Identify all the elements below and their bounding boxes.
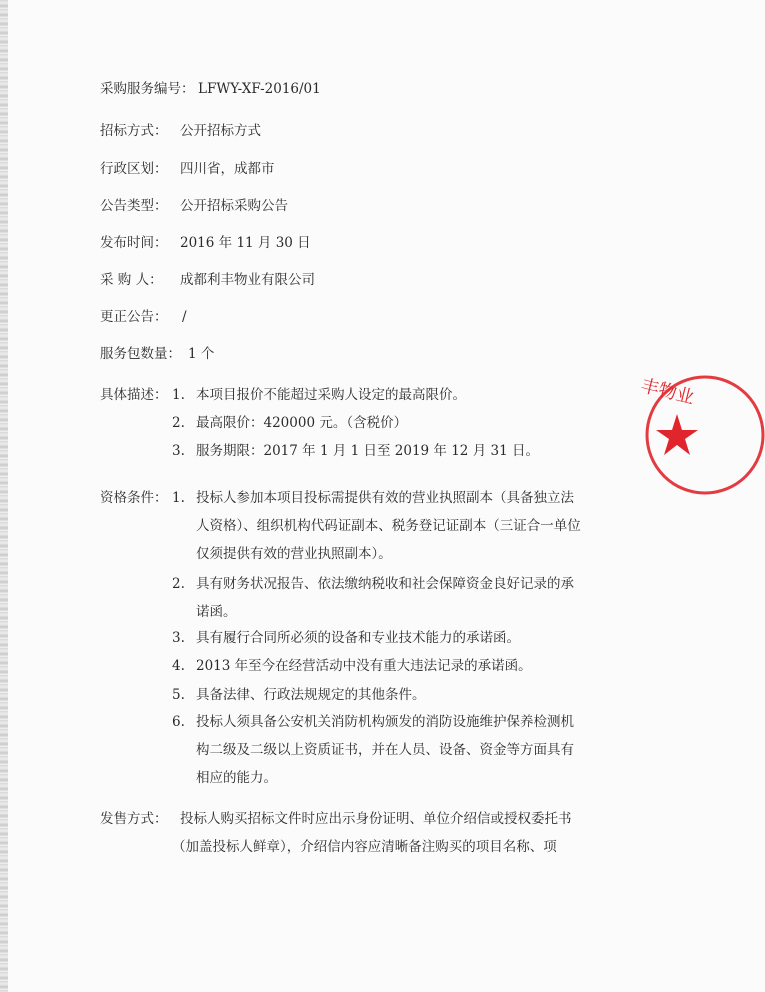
qualification-item-6-num: 6. [172, 714, 185, 730]
qualification-item-2-line-2 [196, 603, 616, 621]
binding-edge [0, 0, 8, 992]
publish-time-value: 2016 年 11 月 30 日 [180, 235, 311, 251]
sale-method-text-2: （加盖投标人鲜章），介绍信内容应清晰备注购买的项目名称、项 [172, 839, 557, 855]
package-count-label: 服务包数量： [100, 346, 181, 362]
qualification-item-2-num: 2. [172, 576, 185, 592]
notice-type-field [100, 197, 340, 215]
qualification-item-1-text-1: 投标人参加本项目投标需提供有效的营业执照副本（具备独立法 [196, 490, 574, 506]
description-item-1-num: 1. [172, 387, 185, 403]
qualification-item-2-text-1: 具有财务状况报告、依法缴纳税收和社会保障资金良好记录的承 [196, 576, 574, 592]
notice-type-value: 公开招标采购公告 [180, 198, 288, 214]
qualification-item-6-text-3: 相应的能力。 [196, 770, 277, 786]
qualification-item-6-text-1: 投标人须具备公安机关消防机构颁发的消防设施维护保养检测机 [196, 714, 574, 730]
package-count-field [100, 345, 300, 363]
description-item-3 [100, 442, 620, 460]
qualification-item-3 [100, 629, 620, 647]
procurement-no-label: 采购服务编号： [100, 81, 195, 97]
description-item-1 [100, 386, 620, 404]
correction-label: 更正公告： [100, 309, 168, 325]
qualification-item-4-text: 2013 年至今在经营活动中没有重大违法记录的承诺函。 [196, 658, 532, 674]
procurement-no-field [100, 80, 340, 98]
qualification-item-3-num: 3. [172, 630, 185, 646]
qualification-item-5-text: 具备法律、行政法规规定的其他条件。 [196, 687, 426, 703]
tender-method-label: 招标方式： [100, 123, 168, 139]
package-count-value: 1 个 [188, 346, 215, 362]
qualification-item-1-line-2 [196, 517, 616, 535]
qualification-item-6-text-2: 构二级及二级以上资质证书，并在人员、设备、资金等方面具有 [196, 742, 574, 758]
description-item-3-num: 3. [172, 443, 185, 459]
description-item-1-text: 本项目报价不能超过采购人设定的最高限价。 [196, 387, 466, 403]
sale-method-line-2 [172, 838, 612, 856]
qualification-item-2-text-2: 诺函。 [196, 604, 237, 620]
purchaser-field [100, 271, 360, 289]
procurement-no-value: LFWY-XF-2016/01 [198, 81, 321, 97]
qualification-item-3-text: 具有履行合同所必须的设备和专业技术能力的承诺函。 [196, 630, 520, 646]
qualification-item-6-line-1 [100, 713, 620, 731]
correction-field [100, 308, 300, 326]
qualification-item-6-line-3 [196, 769, 616, 787]
publish-time-label: 发布时间： [100, 235, 168, 251]
publish-time-field [100, 234, 340, 252]
tender-method-value: 公开招标方式 [180, 123, 261, 139]
qualification-item-4 [100, 657, 620, 675]
qualification-item-5-num: 5. [172, 687, 185, 703]
region-value: 四川省，成都市 [180, 161, 275, 177]
tender-method-field [100, 122, 340, 140]
purchaser-value: 成都利丰物业有限公司 [180, 272, 315, 288]
qualification-label: 资格条件： [100, 490, 168, 506]
qualification-item-2-line-1 [100, 575, 620, 593]
sale-method-label: 发售方式： [100, 811, 168, 827]
company-seal-stamp [638, 360, 765, 510]
description-item-3-text: 服务期限：2017 年 1 月 1 日至 2019 年 12 月 31 日。 [196, 443, 539, 459]
correction-value: / [182, 309, 187, 325]
description-item-2-num: 2. [172, 415, 185, 431]
qualification-item-4-num: 4. [172, 658, 185, 674]
qualification-item-1-line-3 [196, 545, 616, 563]
qualification-item-5 [100, 686, 620, 704]
description-label: 具体描述： [100, 387, 168, 403]
seal-star [656, 414, 698, 455]
sale-method-text-1: 投标人购买招标文件时应出示身份证明、单位介绍信或授权委托书 [180, 811, 572, 827]
qualification-item-1-text-2: 人资格）、组织机构代码证副本、税务登记证副本（三证合一单位 [196, 518, 581, 534]
qualification-item-1-text-3: 仅须提供有效的营业执照副本）。 [196, 546, 392, 562]
sale-method-line-1 [100, 810, 620, 828]
region-field [100, 160, 340, 178]
description-item-2 [100, 414, 620, 432]
qualification-item-6-line-2 [196, 741, 616, 759]
qualification-item-1-line-1 [100, 489, 620, 507]
notice-type-label: 公告类型： [100, 198, 168, 214]
purchaser-label: 采 购 人： [100, 272, 163, 288]
qualification-item-1-num: 1. [172, 490, 185, 506]
region-label: 行政区划： [100, 161, 168, 177]
description-item-2-text: 最高限价：420000 元。（含税价） [196, 415, 408, 431]
seal-text: 丰物业 [638, 375, 697, 409]
